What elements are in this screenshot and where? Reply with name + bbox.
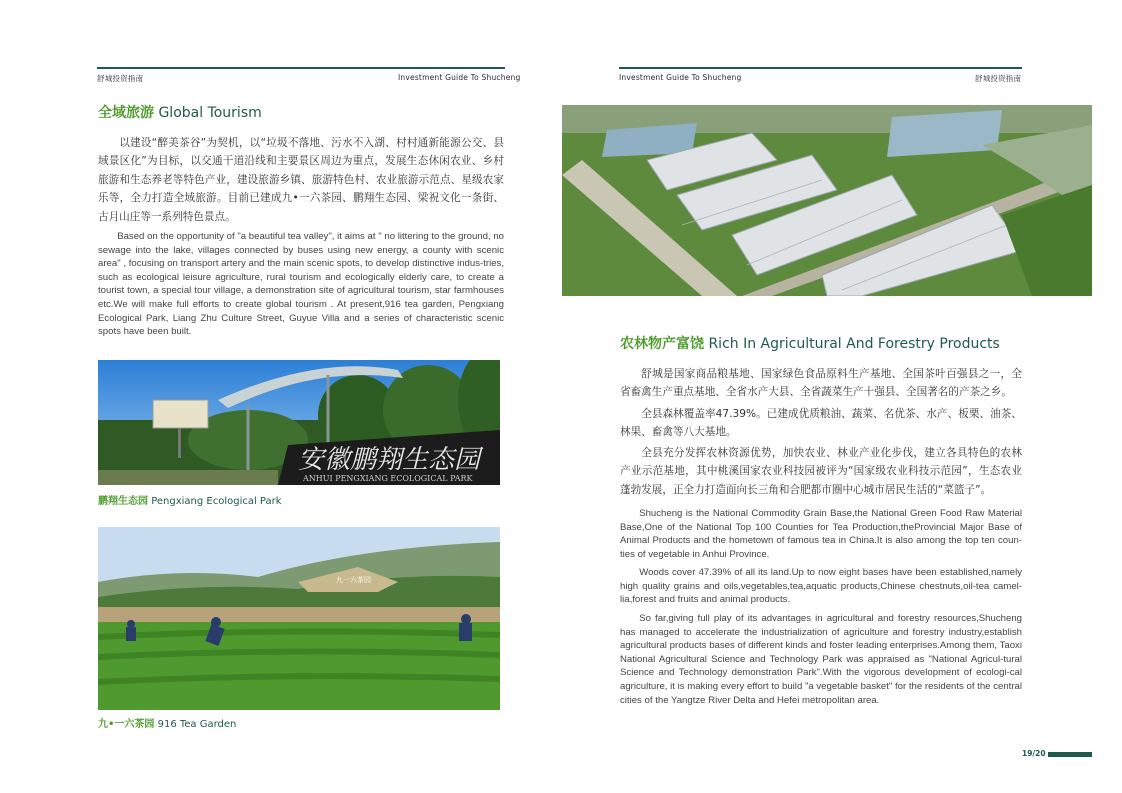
pengxiang-park-photo (98, 360, 500, 485)
caption-tea-garden (98, 715, 236, 730)
left-section-title (98, 102, 262, 122)
caption-pengxiang (98, 492, 282, 507)
caption-pengxiang-cn: 鹏翔生态园 (98, 496, 148, 507)
caption-tea-garden-en: 916 Tea Garden (157, 719, 237, 730)
park-sign-text: 安徽鹏翔生态园 (298, 445, 481, 475)
section-title-en: Rich In Agricultural And Forestry Products (708, 336, 1000, 352)
right-header-rule (619, 67, 1022, 69)
greenhouse-aerial-photo (562, 105, 1092, 296)
left-paragraph-en: Based on the opportunity of "a beautiful tea valley", it aims at " no littering to the ground, no sewage into the lake, villages connected by buses using new energy, a county with scenic area" , focusing on transport artery and the main scenic spots, to develop distinctive indus-tries, such as ecological leisure agriculture, rural tourism and ecologically elderly care, to create a tourist town, a special tour village, a demonstration site of agricultural tourism, star farmhouses etc.We will make full efforts to create global tourism . At present,916 tea garden, Pengxiang Ecological Park, Liang Zhu Culture Street, Guyue Villa and a series of characteristic scenic spots have been built. (98, 231, 504, 338)
left-header-en: Investment Guide To Shucheng (398, 73, 521, 82)
left-header-cn: 舒城投资指南 (97, 74, 144, 83)
page-number: 19/20 (1022, 749, 1046, 758)
left-header-rule (97, 67, 505, 69)
right-header-en: Investment Guide To Shucheng (619, 73, 742, 82)
left-paragraph-cn: 以建设“醉美茶谷”为契机，以“垃圾不落地、污水不入湖、村村通新能源公交、县域景区化”为目标，以交通干道沿线和主要景区周边为重点，发展生态休闲农业、乡村旅游和生态养老等特色产业，建设旅游乡镇、旅游特色村、农业旅游示范点、星级农家乐等，全力打造全域旅游。目前已建成九•一六茶园、鹏翔生态园、梁祝文化一条街、古月山庄等一系列特色景点。 (98, 137, 504, 223)
section-title-cn: 全域旅游 (98, 105, 154, 121)
right-paragraph-en-1: Shucheng is the National Commodity Grain Base,the National Green Food Raw Material Base,One of the National Top 100 Counties for Tea Production,theProvincial Major Base of Animal Products and the hometown of famous tea in China.It is also among the top ten coun-ties of vegetable in Anhui Province. (620, 508, 1022, 560)
tea-hill-text: 九一六茶园 (336, 576, 371, 584)
park-sign-subtext: ANHUI PENGXIANG ECOLOGICAL PARK (303, 474, 473, 483)
right-section-title (620, 333, 1000, 353)
caption-pengxiang-en: Pengxiang Ecological Park (151, 496, 282, 507)
right-paragraph-en-2: Woods cover 47.39% of all its land.Up to now eight bases have been established,namely high quality grains and oils,vegetables,tea,aquatic products,Chinese chestnuts,oil-tea camel-lia,forest and fruits and animal products. (620, 567, 1022, 606)
right-paragraph-en-3: So far,giving full play of its advantages in agricultural and forestry resources,Shucheng has managed to accelerate the industrialization of agriculture and forestry industry,establish agricultural products bases of different kinds and foster leading enterprises.Among them, Taoxi National Agricultural Science and Technology Park was appraised as "National Agricul-tural Science and Technology demonstration Park".With the vigorous development of ecologi-cal agriculture, it is making every effort to build "a vegetable basket" for the residents of the central cities of the Yangtze River Delta and Hefei metropolitan area. (620, 613, 1022, 706)
right-paragraph-cn-1: 舒城是国家商品粮基地、国家绿色食品原料生产基地、全国茶叶百强县之一，全省畜禽生产重点基地、全省水产大县、全省蔬菜生产十强县、全国著名的产茶之乡。 (620, 368, 1022, 399)
section-title-cn: 农林物产富饶 (620, 336, 704, 352)
right-paragraph-cn-2: 全县森林覆盖率47.39%。已建成优质粮油、蔬菜、名优茶、水产、板栗、油茶、林果、畜禽等八大基地。 (620, 408, 1022, 439)
right-header-cn: 舒城投资指南 (975, 74, 1022, 83)
tea-garden-photo (98, 527, 500, 710)
caption-tea-garden-cn: 九•一六茶园 (98, 719, 155, 730)
page-number-bar (1048, 752, 1092, 757)
right-paragraph-cn-3: 全县充分发挥农林资源优势，加快农业、林业产业化步伐，建立各具特色的农林产业示范基地，其中桃溪国家农业科技园被评为“国家级农业科技示范园”，生态农业蓬勃发展，正全力打造面向长三角和合肥都市圈中心城市居民生活的“菜篮子”。 (620, 447, 1022, 496)
section-title-en: Global Tourism (158, 105, 262, 121)
